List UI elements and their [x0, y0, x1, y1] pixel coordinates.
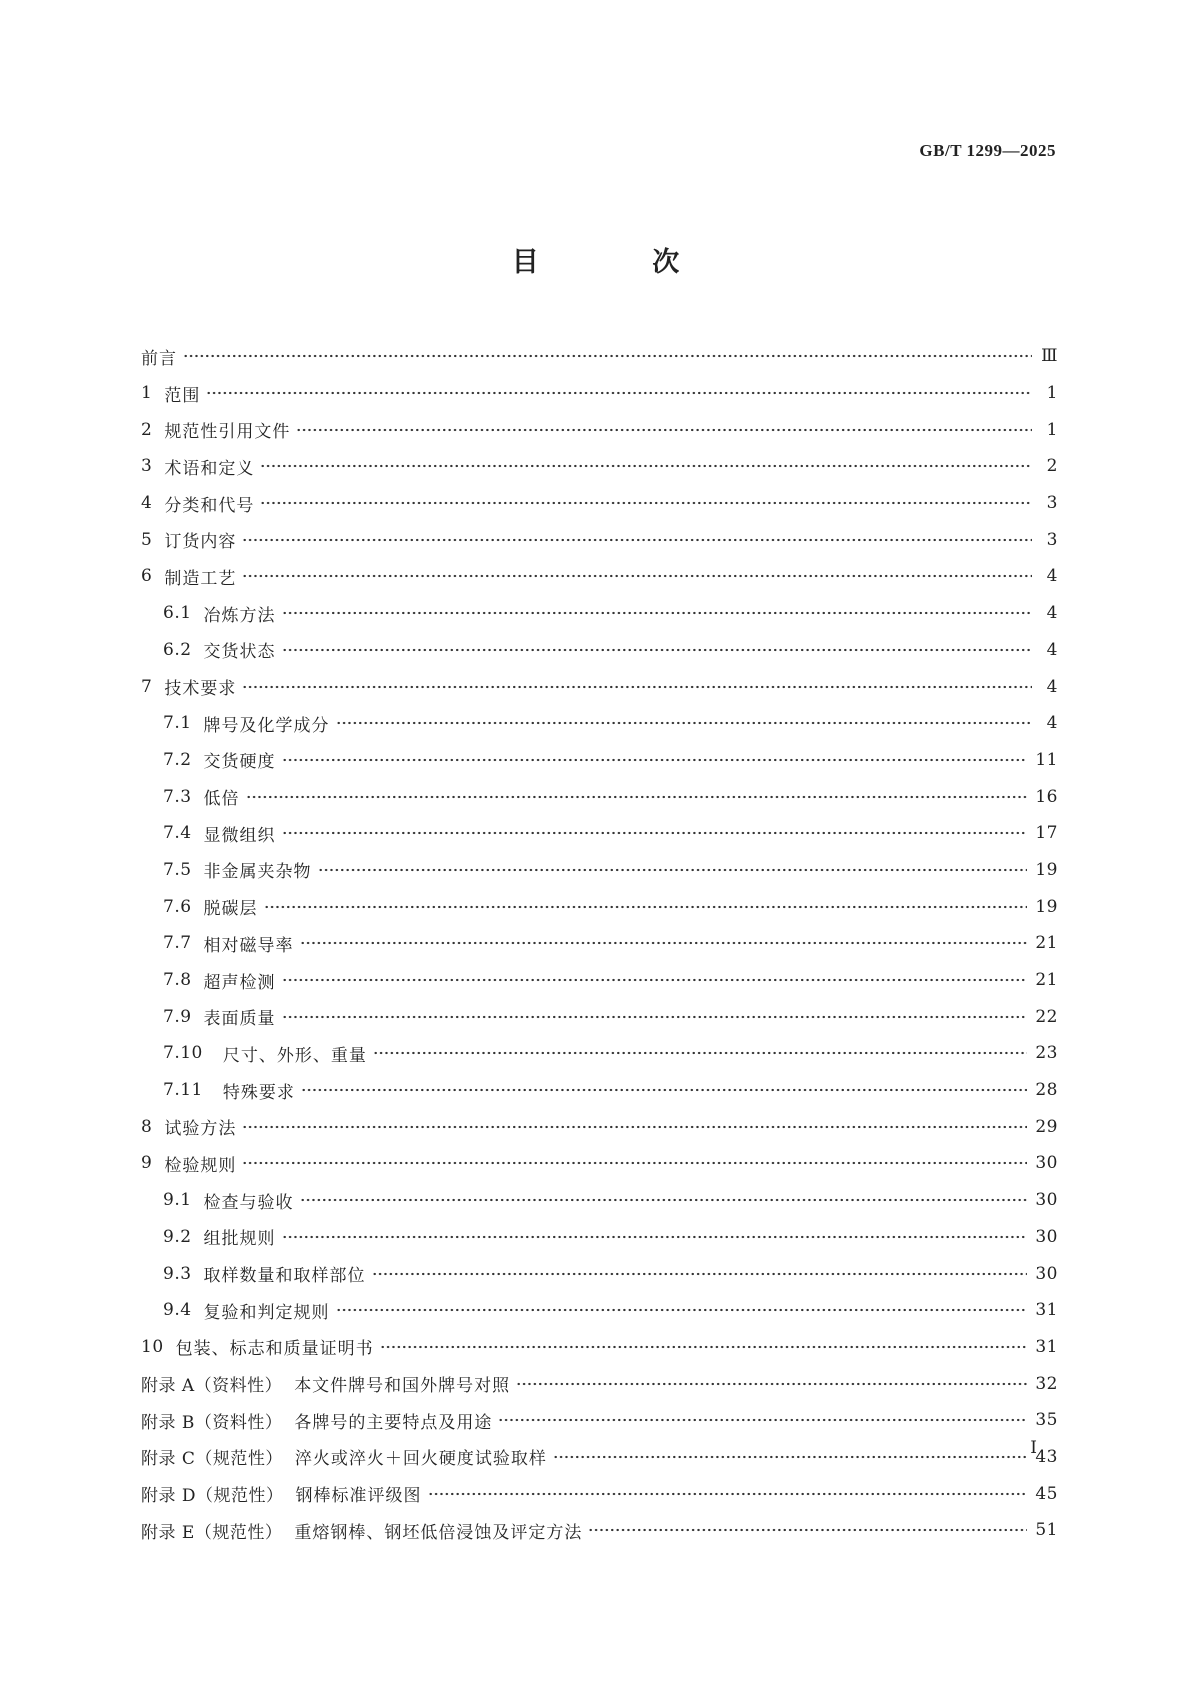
dot-leader — [242, 1161, 1027, 1165]
toc-entry-label: 技术要求 — [164, 679, 237, 700]
toc-entry-number: 3 — [141, 456, 153, 477]
toc-entry[interactable] — [141, 1035, 1058, 1072]
toc-entry-label: 取样数量和取样部位 — [203, 1266, 366, 1287]
dot-leader — [242, 685, 1032, 689]
toc-entry-page: 30 — [1035, 1263, 1058, 1284]
toc-entry[interactable] — [141, 1439, 1058, 1476]
toc-entry[interactable] — [141, 705, 1058, 742]
toc-entry-label: 尺寸、外形、重量 — [222, 1045, 367, 1066]
toc-entry-page: 19 — [1035, 896, 1058, 917]
toc-entry-number: 7.9 — [163, 1006, 192, 1027]
toc-entry-number: 附录 C（规范性） — [141, 1449, 283, 1470]
toc-entry-number: 7.11 — [163, 1080, 203, 1101]
toc-entry-page: 32 — [1035, 1373, 1058, 1394]
toc-entry-page: Ⅲ — [1041, 346, 1058, 367]
toc-entry-page: 4 — [1046, 676, 1058, 697]
toc-entry-label: 复验和判定规则 — [203, 1302, 330, 1323]
dot-leader — [264, 905, 1028, 909]
toc-entry-label: 显微组织 — [203, 825, 276, 846]
toc-entry-label: 本文件牌号和国外牌号对照 — [294, 1376, 511, 1397]
toc-entry[interactable] — [141, 815, 1058, 852]
toc-entry-page: 11 — [1035, 749, 1058, 770]
toc-entry-page: 31 — [1035, 1300, 1058, 1321]
toc-entry-page: 29 — [1035, 1116, 1058, 1137]
toc-entry-label: 检查与验收 — [203, 1192, 294, 1213]
toc-entry-page: 30 — [1035, 1190, 1058, 1211]
dot-leader — [336, 1308, 1028, 1312]
dot-leader — [296, 428, 1032, 432]
dot-leader — [380, 1345, 1028, 1349]
toc-entry-label: 组批规则 — [203, 1229, 276, 1250]
toc-entry-label: 表面质量 — [203, 1009, 276, 1030]
toc-entry[interactable] — [141, 1475, 1058, 1512]
dot-leader — [282, 978, 1028, 982]
dot-leader — [553, 1455, 1027, 1459]
toc-entry[interactable] — [141, 852, 1058, 889]
dot-leader — [318, 868, 1028, 872]
toc-entry[interactable] — [141, 1365, 1058, 1402]
toc-entry-page: 17 — [1035, 823, 1058, 844]
toc-entry-number: 1 — [141, 383, 153, 404]
toc-entry-label: 前言 — [141, 348, 177, 369]
toc-entry-number: 2 — [141, 419, 153, 440]
toc-entry[interactable] — [141, 888, 1058, 925]
toc-entry-number: 7.10 — [163, 1043, 203, 1064]
dot-leader — [282, 1235, 1028, 1239]
dot-leader — [516, 1382, 1027, 1386]
toc-entry-number: 9.1 — [163, 1190, 192, 1211]
dot-leader — [373, 1051, 1028, 1055]
toc-entry-label: 制造工艺 — [164, 568, 237, 589]
standard-code: GB/T 1299—2025 — [919, 141, 1056, 160]
toc-entry-page: 23 — [1035, 1043, 1058, 1064]
dot-leader — [206, 391, 1032, 395]
toc-entry-number: 附录 D（规范性） — [141, 1486, 284, 1507]
toc-entry-label: 淬火或淬火＋回火硬度试验取样 — [294, 1449, 547, 1470]
dot-leader — [428, 1492, 1028, 1496]
toc-entry-label: 脱碳层 — [203, 899, 258, 920]
toc-entry[interactable] — [141, 411, 1058, 448]
toc-entry-label: 试验方法 — [164, 1119, 237, 1140]
dot-leader — [282, 831, 1028, 835]
toc-entry-number: 7.2 — [163, 749, 192, 770]
dot-leader — [282, 648, 1032, 652]
toc-entry-page: 21 — [1035, 933, 1058, 954]
toc-entry[interactable] — [141, 521, 1058, 558]
toc-entry[interactable] — [141, 998, 1058, 1035]
dot-leader — [260, 501, 1032, 505]
toc-entry[interactable] — [141, 595, 1058, 632]
toc-entry[interactable] — [141, 962, 1058, 999]
dot-leader — [282, 611, 1032, 615]
toc-entry-label: 范围 — [164, 385, 201, 406]
toc-entry-number: 7.3 — [163, 786, 192, 807]
toc-entry-page: 3 — [1046, 493, 1058, 514]
toc-entry-number: 附录 E（规范性） — [141, 1522, 283, 1543]
toc-entry[interactable] — [141, 485, 1058, 522]
toc-entry-number: 5 — [141, 529, 153, 550]
toc-entry-page: 21 — [1035, 970, 1058, 991]
toc-entry-number: 7.5 — [163, 859, 192, 880]
toc-entry-page: 35 — [1035, 1410, 1058, 1431]
toc-entry-number: 7.1 — [163, 713, 192, 734]
toc-entry-label: 超声检测 — [203, 972, 276, 993]
toc-entry-label: 分类和代号 — [164, 495, 255, 516]
toc-entry[interactable] — [141, 1219, 1058, 1256]
toc-entry[interactable] — [141, 1512, 1058, 1549]
toc-entry-number: 7.7 — [163, 933, 192, 954]
toc-entry-page: 16 — [1035, 786, 1058, 807]
toc-entry-label: 重熔钢棒、钢坯低倍浸蚀及评定方法 — [294, 1522, 583, 1543]
dot-leader — [282, 758, 1028, 762]
dot-leader — [242, 574, 1032, 578]
toc-entry-label: 检验规则 — [164, 1155, 237, 1176]
toc-entry-page: 1 — [1046, 383, 1058, 404]
toc-entry-page: 3 — [1046, 529, 1058, 550]
toc-entry-label: 术语和定义 — [164, 458, 255, 479]
dot-leader — [336, 721, 1032, 725]
toc-entry-number: 9.4 — [163, 1300, 192, 1321]
toc-entry[interactable] — [141, 632, 1058, 669]
toc-entry-page: 4 — [1046, 603, 1058, 624]
toc-entry-number: 7.4 — [163, 823, 192, 844]
dot-leader — [246, 795, 1028, 799]
toc-entry[interactable] — [141, 448, 1058, 485]
toc-entry-label: 牌号及化学成分 — [203, 715, 330, 736]
toc-entry-page: 22 — [1035, 1006, 1058, 1027]
page-number: I — [1030, 1438, 1037, 1458]
toc-entry-label: 包装、标志和质量证明书 — [175, 1339, 374, 1360]
page-title: 目 次 — [511, 247, 732, 278]
toc-entry-label: 冶炼方法 — [203, 605, 276, 626]
toc-entry-label: 交货状态 — [203, 642, 276, 663]
dot-leader — [498, 1418, 1027, 1422]
toc-entry-number: 7.8 — [163, 970, 192, 991]
toc-entry-page: 43 — [1035, 1446, 1058, 1467]
toc-entry-number: 附录 A（资料性） — [141, 1376, 283, 1397]
toc-entry-number: 附录 B（资料性） — [141, 1412, 283, 1433]
toc-entry-page: 30 — [1035, 1153, 1058, 1174]
toc-entry-label: 低倍 — [203, 789, 240, 810]
toc-entry-page: 30 — [1035, 1226, 1058, 1247]
toc-entry[interactable] — [141, 1402, 1058, 1439]
toc-entry[interactable] — [141, 338, 1058, 375]
toc-entry[interactable] — [141, 1108, 1058, 1145]
toc-entry[interactable] — [141, 1072, 1058, 1109]
toc-entry[interactable] — [141, 925, 1058, 962]
toc-entry-number: 9.2 — [163, 1226, 192, 1247]
dot-leader — [260, 464, 1032, 468]
toc-entry[interactable] — [141, 742, 1058, 779]
toc-entry-page: 4 — [1046, 713, 1058, 734]
toc-entry-page: 51 — [1035, 1520, 1058, 1541]
toc-entry-page: 4 — [1046, 639, 1058, 660]
toc-entry-page: 45 — [1035, 1483, 1058, 1504]
table-of-contents — [141, 338, 1058, 1549]
dot-leader — [282, 1015, 1028, 1019]
toc-entry-label: 钢棒标准评级图 — [295, 1486, 422, 1507]
dot-leader — [372, 1272, 1028, 1276]
toc-entry-number: 8 — [141, 1116, 153, 1137]
dot-leader — [300, 1198, 1028, 1202]
toc-entry-number: 4 — [141, 493, 153, 514]
toc-entry-label: 各牌号的主要特点及用途 — [294, 1412, 493, 1433]
toc-entry-label: 交货硬度 — [203, 752, 276, 773]
toc-entry-page: 28 — [1035, 1080, 1058, 1101]
toc-entry-page: 4 — [1046, 566, 1058, 587]
toc-entry-number: 6.1 — [163, 603, 192, 624]
dot-leader — [242, 1125, 1027, 1129]
toc-entry-page: 19 — [1035, 859, 1058, 880]
toc-entry-page: 1 — [1046, 419, 1058, 440]
toc-entry-number: 10 — [141, 1336, 164, 1357]
toc-entry[interactable] — [141, 1292, 1058, 1329]
toc-entry-number: 6.2 — [163, 639, 192, 660]
dot-leader — [301, 1088, 1028, 1092]
toc-entry[interactable] — [141, 375, 1058, 412]
dot-leader — [242, 538, 1032, 542]
toc-entry-number: 9 — [141, 1153, 153, 1174]
toc-entry-page: 2 — [1046, 456, 1058, 477]
toc-entry-number: 9.3 — [163, 1263, 192, 1284]
dot-leader — [588, 1528, 1027, 1532]
toc-entry[interactable] — [141, 778, 1058, 815]
toc-entry-label: 规范性引用文件 — [164, 422, 291, 443]
toc-entry-label: 非金属夹杂物 — [203, 862, 312, 883]
toc-entry[interactable] — [141, 1182, 1058, 1219]
toc-entry-number: 7.6 — [163, 896, 192, 917]
toc-entry-label: 相对磁导率 — [203, 935, 294, 956]
toc-entry-number: 6 — [141, 566, 153, 587]
toc-entry-page: 31 — [1035, 1336, 1058, 1357]
toc-entry[interactable] — [141, 558, 1058, 595]
toc-entry-label: 特殊要求 — [222, 1082, 295, 1103]
toc-entry[interactable] — [141, 1329, 1058, 1366]
toc-entry[interactable] — [141, 1145, 1058, 1182]
toc-entry-label: 订货内容 — [164, 532, 237, 553]
dot-leader — [300, 941, 1028, 945]
toc-entry[interactable] — [141, 1255, 1058, 1292]
toc-entry-number: 7 — [141, 676, 153, 697]
toc-entry[interactable] — [141, 668, 1058, 705]
dot-leader — [183, 354, 1032, 358]
